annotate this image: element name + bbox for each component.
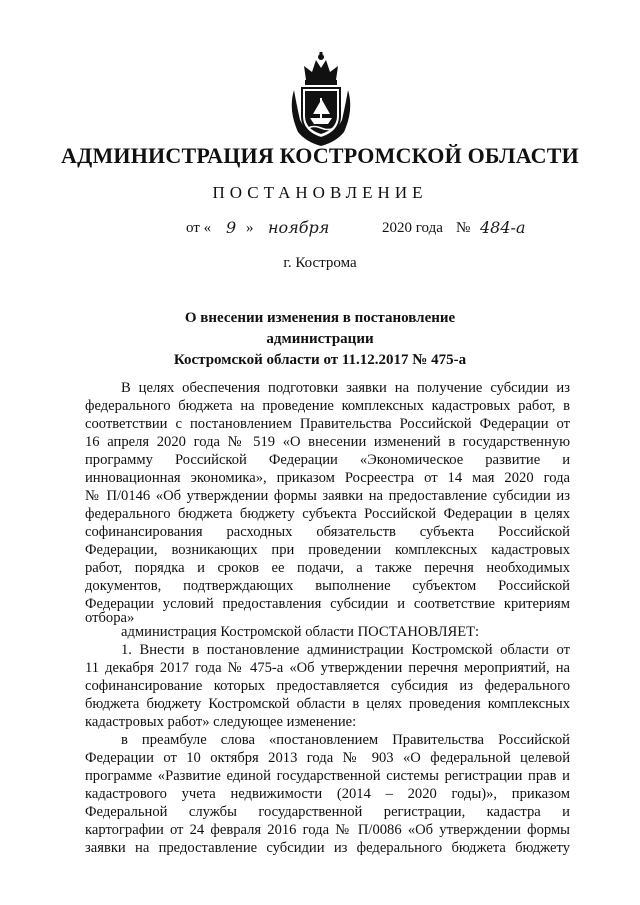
body-line: отбора» [85, 610, 135, 626]
subject-line-2: Костромской области от 11.12.2017 № 475-а [173, 352, 467, 368]
body-line: заявки на предоставление субсидии из федерального бюджета бюджету [85, 840, 570, 856]
body-line: № П/0146 «Об утверждении формы заявки на предоставление субсидии из [85, 488, 570, 504]
body-line: кадастровых работ» следующее изменение: [85, 714, 357, 730]
body-line: соответствии с постановлением Правительства Российской Федерации от [85, 416, 570, 432]
body-line: программе «Развитие единой государственной системы регистрации прав и [85, 768, 570, 784]
body-line: работ, порядка и сроков ее подачи, а также перечня необходимых [85, 560, 570, 576]
document-subject [150, 308, 490, 371]
body-line: бюджета бюджету Костромской области в целях проведения комплексных [85, 696, 570, 712]
coat-of-arms-emblem [284, 50, 358, 150]
body-line: Федерации от 10 октября 2013 года № 903 «О федеральной целевой [85, 750, 570, 766]
date-number-line [0, 218, 640, 244]
body-line: 11 декабря 2017 года № 475-а «Об утверждении перечня мероприятий, на [85, 660, 570, 676]
body-line: документов, подтверждающих выполнение субъектом Российской [85, 578, 570, 594]
document-number-handwritten: 484-а [480, 218, 526, 237]
body-line: программу Российской Федерации «Экономическое развитие и [85, 452, 570, 468]
body-line: Федерации условий предоставления субсидии и соответствие критериям [85, 596, 570, 612]
body-line: Федерации, возникающих при проведении комплексных кадастровых [85, 542, 570, 558]
body-line: в преамбуле слова «постановлением Правительства Российской [121, 732, 570, 748]
body-line: кадастрового учета недвижимости (2014 – 2020 годы)», приказом [85, 786, 570, 802]
subject-line-1: О внесении изменения в постановление администрации [184, 310, 456, 347]
body-line: картографии от 24 февраля 2016 года № П/0086 «Об утверждении формы [85, 822, 570, 838]
body-line: инновационная экономика», приказом Росреестра от 14 мая 2020 года [85, 470, 570, 486]
date-close-quote: » [246, 220, 254, 236]
date-day-handwritten: 9 [226, 218, 237, 237]
body-line: администрация Костромской области ПОСТАНОВЛЯЕТ: [121, 624, 480, 640]
number-sign: № [456, 220, 471, 236]
body-line: софинансирования расходных обязательств субъекта Российской [85, 524, 570, 540]
body-line: федерального бюджета бюджету субъекта Российской Федерации в целях [85, 506, 570, 522]
date-month-handwritten: ноября [268, 218, 330, 237]
body-line: 16 апреля 2020 года № 519 «О внесении изменений в государственную [85, 434, 570, 450]
city-name: г. Кострома [283, 255, 357, 271]
organization-title: АДМИНИСТРАЦИЯ КОСТРОМСКОЙ ОБЛАСТИ [61, 143, 579, 168]
body-line: 1. Внести в постановление администрации Костромской области от [121, 642, 570, 658]
body-line: В целях обеспечения подготовки заявки на получение субсидии из [121, 380, 570, 396]
date-year: 2020 года [382, 220, 443, 236]
body-line: софинансирование которых предоставляется субсидия из федерального [85, 678, 570, 694]
body-line: Федеральной службы государственной регистрации, кадастра и [85, 804, 570, 820]
body-line: федерального бюджета на проведение комплексных кадастровых работ, в [85, 398, 570, 414]
date-from-label: от « [186, 220, 212, 236]
document-type: ПОСТАНОВЛЕНИЕ [212, 183, 428, 202]
